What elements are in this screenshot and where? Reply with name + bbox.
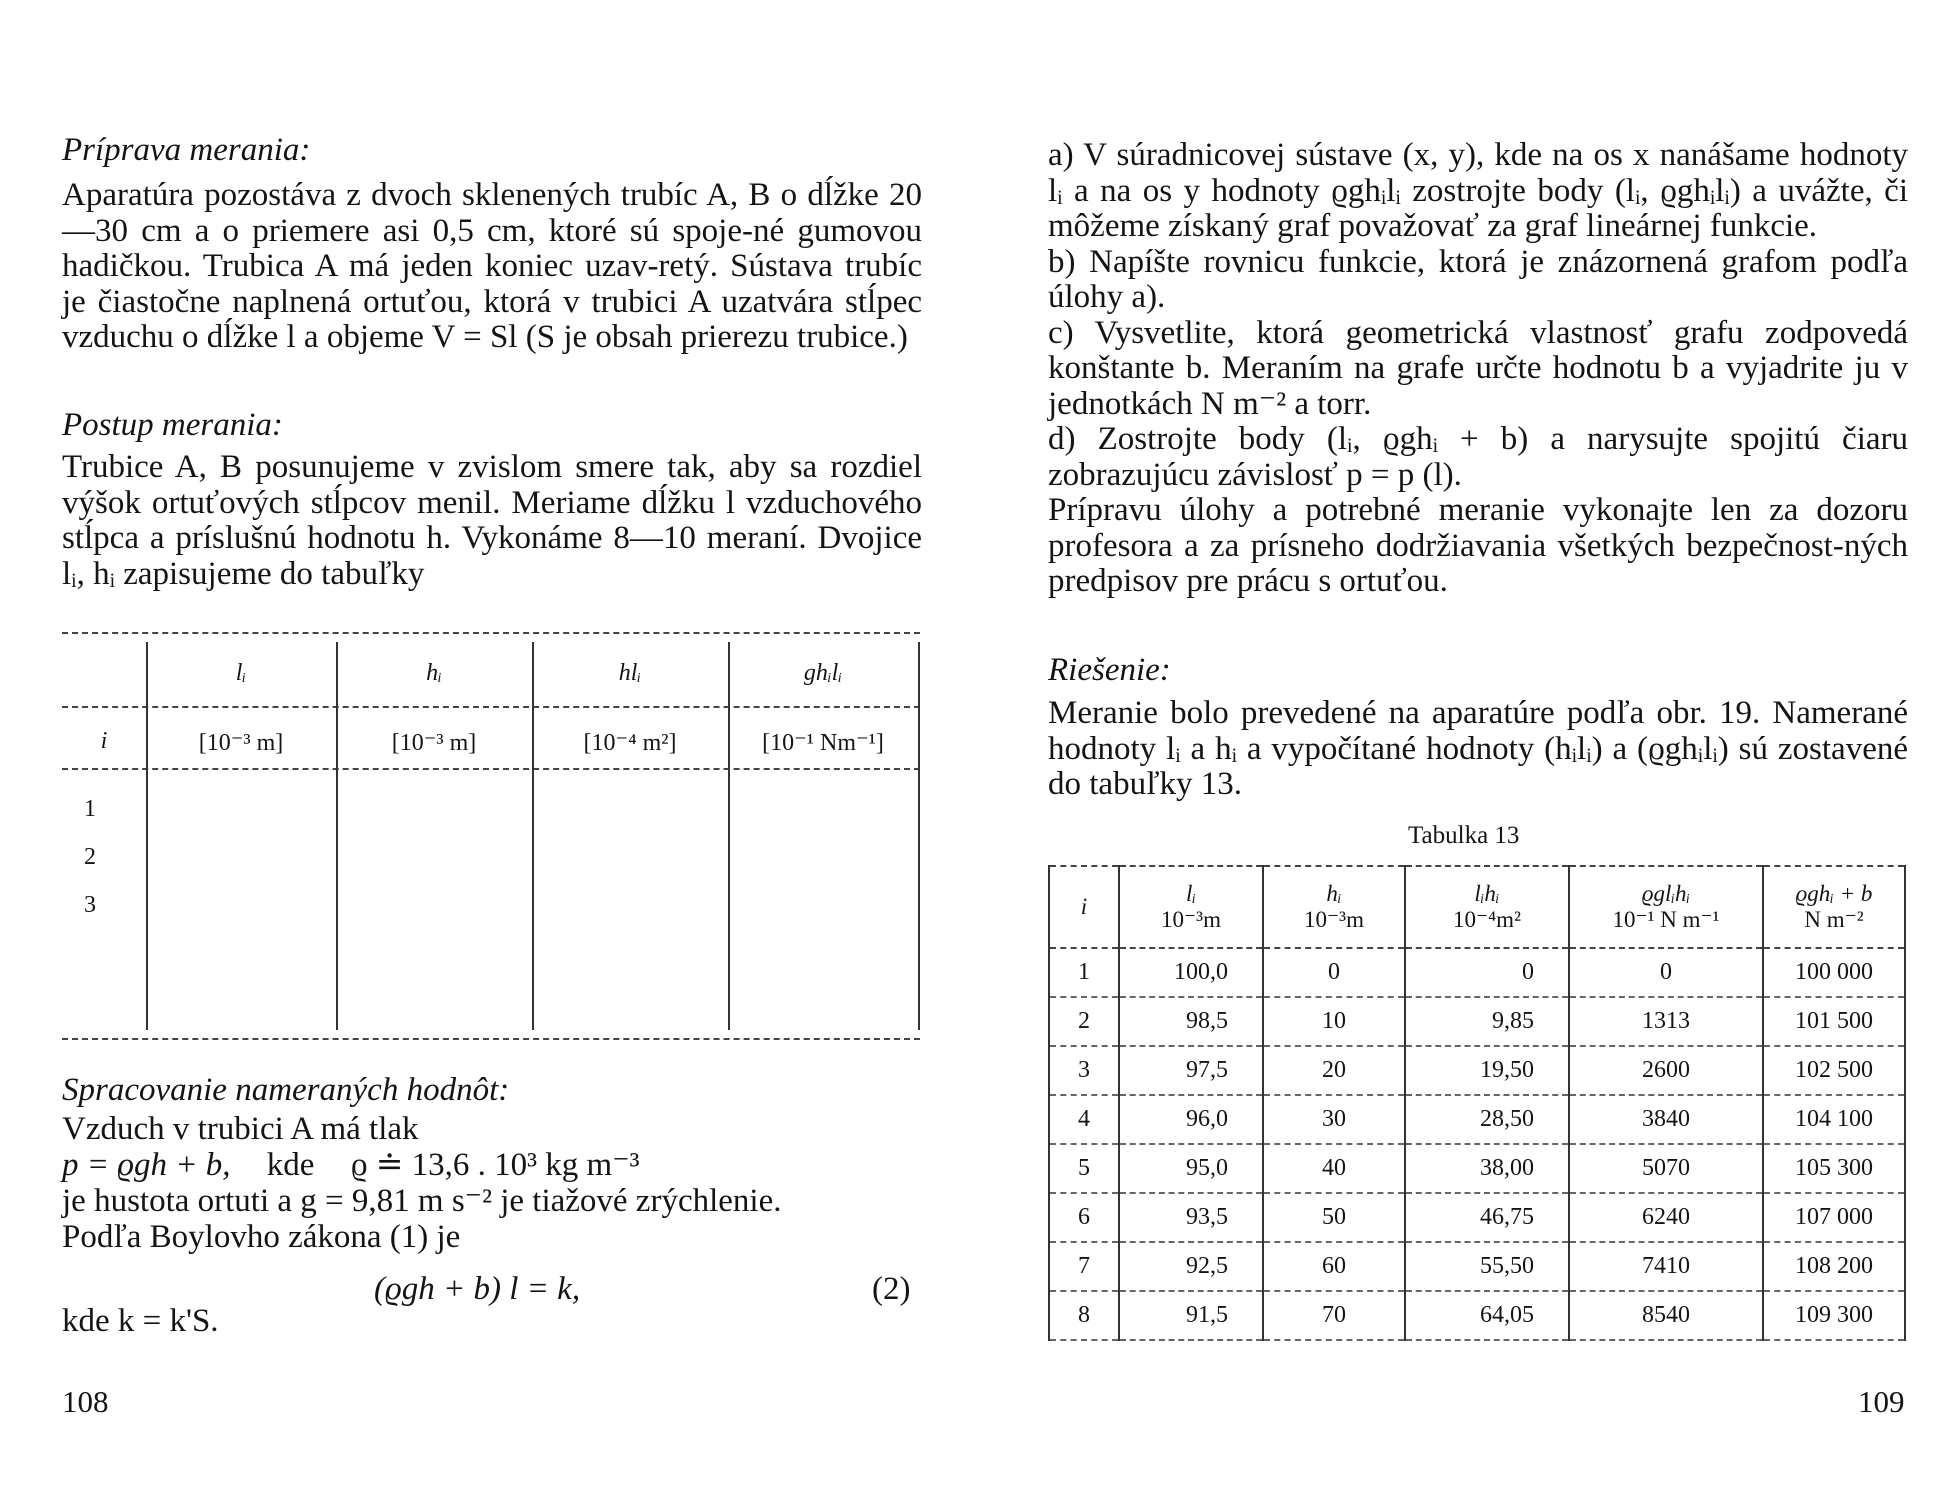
table-13-row xyxy=(1049,997,1905,1046)
table-13-row xyxy=(1049,948,1905,997)
page-number-right: 109 xyxy=(1858,1384,1905,1419)
text-boyle: Podľa Boylovho zákona (1) je xyxy=(62,1219,461,1255)
table-13-cell: 0 xyxy=(1569,948,1763,997)
table-13-cell: 2600 xyxy=(1569,1046,1763,1095)
table-13-cell: 97,5 xyxy=(1119,1046,1263,1095)
table-13-cell: 100,0 xyxy=(1119,948,1263,997)
table-13-cell: 20 xyxy=(1263,1046,1405,1095)
formula-density: ϱ ≐ 13,6 . 10³ kg m⁻³ xyxy=(350,1147,640,1183)
text-vzduch: Vzduch v trubici A má tlak xyxy=(62,1111,419,1147)
blank-table-row-1: 1 xyxy=(84,796,96,822)
heading-postup: Postup merania: xyxy=(62,407,283,443)
table-13-cell: 5070 xyxy=(1569,1144,1763,1193)
table-13-cell: 101 500 xyxy=(1763,997,1905,1046)
table-13-row xyxy=(1049,1144,1905,1193)
table-13-head-i: i xyxy=(1049,866,1119,948)
paragraph-postup: Trubice A, B posunujeme v zvislom smere tak, aby sa rozdiel výšok ortuťových stĺpcov menil. Meriame dĺžku l vzduchového stĺpca a príslušnú hodnotu h. Vykonáme 8—10 meraní. Dvojice lᵢ, hᵢ zapisujeme do tabuľky xyxy=(62,449,922,592)
table-13-cell: 4 xyxy=(1049,1095,1119,1144)
task-d: d) Zostrojte body (lᵢ, ϱghᵢ + b) a narysujte spojitú čiaru zobrazujúcu závislosť p = p (l). xyxy=(1048,421,1908,493)
table-13-cell: 46,75 xyxy=(1405,1193,1569,1242)
table-13-cell: 93,5 xyxy=(1119,1193,1263,1242)
table-13-row xyxy=(1049,1193,1905,1242)
table-13-cell: 10 xyxy=(1263,997,1405,1046)
page-number-left: 108 xyxy=(62,1384,109,1419)
heading-riesenie: Riešenie: xyxy=(1048,652,1171,688)
table-13-cell: 40 xyxy=(1263,1144,1405,1193)
table-13-cell: 7410 xyxy=(1569,1242,1763,1291)
equation-number: (2) xyxy=(872,1271,911,1307)
blank-table-unit-l: [10⁻³ m] xyxy=(198,730,284,756)
blank-table-head-h: hᵢ xyxy=(426,660,442,686)
table-13-head-h: hᵢ 10⁻³m xyxy=(1263,866,1405,948)
blank-table-head-hl: hlᵢ xyxy=(618,660,642,686)
equation-boyle: (ϱgh + b) l = k, xyxy=(374,1271,581,1307)
table-13-cell: 100 000 xyxy=(1763,948,1905,997)
blank-table-row-2: 2 xyxy=(84,844,96,870)
table-13-cell: 19,50 xyxy=(1405,1046,1569,1095)
safety-note: Prípravu úlohy a potrebné meranie vykonajte len za dozoru profesora a za prísneho dodržiavania všetkých bezpečnost-ných predpisov pre prácu s ortuťou. xyxy=(1048,492,1908,599)
table-13-cell: 95,0 xyxy=(1119,1144,1263,1193)
table-13-cell: 102 500 xyxy=(1763,1046,1905,1095)
table-13-cell: 1313 xyxy=(1569,997,1763,1046)
table-13-cell: 38,00 xyxy=(1405,1144,1569,1193)
table-13-cell: 98,5 xyxy=(1119,997,1263,1046)
blank-table-row-3: 3 xyxy=(84,892,96,918)
table-13-cell: 60 xyxy=(1263,1242,1405,1291)
blank-table-head-l: lᵢ xyxy=(235,660,247,686)
table-13-cell: 108 200 xyxy=(1763,1242,1905,1291)
table-13-header-row xyxy=(1049,866,1905,948)
formula-pressure: p = ϱgh + b, xyxy=(62,1147,231,1183)
formula-pressure-line xyxy=(62,1148,922,1184)
task-c: c) Vysvetlite, ktorá geometrická vlastnosť grafu zodpovedá konštante b. Meraním na grafe určte hodnotu b a vyjadrite ju v jednotkách N m⁻² a torr. xyxy=(1048,314,1908,422)
task-list xyxy=(1048,138,1908,600)
table-13-cell: 0 xyxy=(1405,948,1569,997)
table-13-cell: 104 100 xyxy=(1763,1095,1905,1144)
task-a: a) V súradnicovej sústave (x, y), kde na os x nanášame hodnoty lᵢ a na os y hodnoty ϱghᵢlᵢ zostrojte body (lᵢ, ϱghᵢlᵢ) a uvážte, či môžeme získaný graf považovať za graf lineárnej funkcie. xyxy=(1048,137,1908,244)
table-13-cell: 6 xyxy=(1049,1193,1119,1242)
table-13-cell: 3840 xyxy=(1569,1095,1763,1144)
table-13-row xyxy=(1049,1242,1905,1291)
table-13-cell: 6240 xyxy=(1569,1193,1763,1242)
paragraph-priprava: Aparatúra pozostáva z dvoch sklenených trubíc A, B o dĺžke 20—30 cm a o priemere asi 0,5 cm, ktoré sú spoje-né gumovou hadičkou. Trubica A má jeden koniec uzav-retý. Sústava trubíc je čiastočne naplnená ortuťou, ktorá v trubici A uzatvára stĺpec vzduchu o dĺžke l a objeme V = Sl (S je obsah prierezu trubice.) xyxy=(62,177,922,355)
heading-priprava: Príprava merania: xyxy=(62,132,311,168)
table-13-cell: 105 300 xyxy=(1763,1144,1905,1193)
table-13-cell: 1 xyxy=(1049,948,1119,997)
table-13-row xyxy=(1049,1095,1905,1144)
table-13 xyxy=(1048,865,1906,1341)
blank-measurement-table xyxy=(62,632,920,1040)
table-caption: Tabulka 13 xyxy=(1408,822,1520,849)
table-13-cell: 7 xyxy=(1049,1242,1119,1291)
table-13-cell: 8540 xyxy=(1569,1291,1763,1340)
table-13-head-rhoglh: ϱglᵢhᵢ 10⁻¹ N m⁻¹ xyxy=(1569,866,1763,948)
table-13-head-lh: lᵢhᵢ 10⁻⁴m² xyxy=(1405,866,1569,948)
table-13-cell: 9,85 xyxy=(1405,997,1569,1046)
heading-spracovanie: Spracovanie nameraných hodnôt: xyxy=(62,1072,510,1108)
blank-table-head-ghl: ghᵢlᵢ xyxy=(803,660,843,686)
table-13-cell: 0 xyxy=(1263,948,1405,997)
table-13-head-l: lᵢ 10⁻³m xyxy=(1119,866,1263,948)
text-hustota: je hustota ortuti a g = 9,81 m s⁻² je tiažové zrýchlenie. xyxy=(62,1183,782,1219)
table-13-cell: 64,05 xyxy=(1405,1291,1569,1340)
table-13-cell: 5 xyxy=(1049,1144,1119,1193)
task-b: b) Napíšte rovnicu funkcie, ktorá je znázornená grafom podľa úlohy a). xyxy=(1048,243,1908,315)
table-13-cell: 109 300 xyxy=(1763,1291,1905,1340)
blank-table-index-head: i xyxy=(100,728,108,754)
blank-table-unit-h: [10⁻³ m] xyxy=(391,730,477,756)
table-13-head-pressure: ϱghᵢ + b N m⁻² xyxy=(1763,866,1905,948)
table-13-cell: 91,5 xyxy=(1119,1291,1263,1340)
blank-table-unit-hl: [10⁻⁴ m²] xyxy=(583,730,677,756)
table-13-cell: 50 xyxy=(1263,1193,1405,1242)
table-13-cell: 28,50 xyxy=(1405,1095,1569,1144)
paragraph-riesenie: Meranie bolo prevedené na aparatúre podľa obr. 19. Namerané hodnoty lᵢ a hᵢ a vypočítané hodnoty (hᵢlᵢ) a (ϱghᵢlᵢ) sú zostavené do tabuľky 13. xyxy=(1048,695,1908,802)
blank-table-unit-ghl: [10⁻¹ Nm⁻¹] xyxy=(762,730,884,756)
text-kde-k: kde k = k'S. xyxy=(62,1303,219,1339)
table-13-cell: 2 xyxy=(1049,997,1119,1046)
table-13-cell: 96,0 xyxy=(1119,1095,1263,1144)
table-13-cell: 3 xyxy=(1049,1046,1119,1095)
text-kde: kde xyxy=(266,1147,315,1183)
table-13-cell: 92,5 xyxy=(1119,1242,1263,1291)
table-13-cell: 70 xyxy=(1263,1291,1405,1340)
table-13-cell: 30 xyxy=(1263,1095,1405,1144)
table-13-cell: 55,50 xyxy=(1405,1242,1569,1291)
table-13-cell: 8 xyxy=(1049,1291,1119,1340)
table-13-row xyxy=(1049,1046,1905,1095)
table-13-row xyxy=(1049,1291,1905,1340)
table-13-cell: 107 000 xyxy=(1763,1193,1905,1242)
